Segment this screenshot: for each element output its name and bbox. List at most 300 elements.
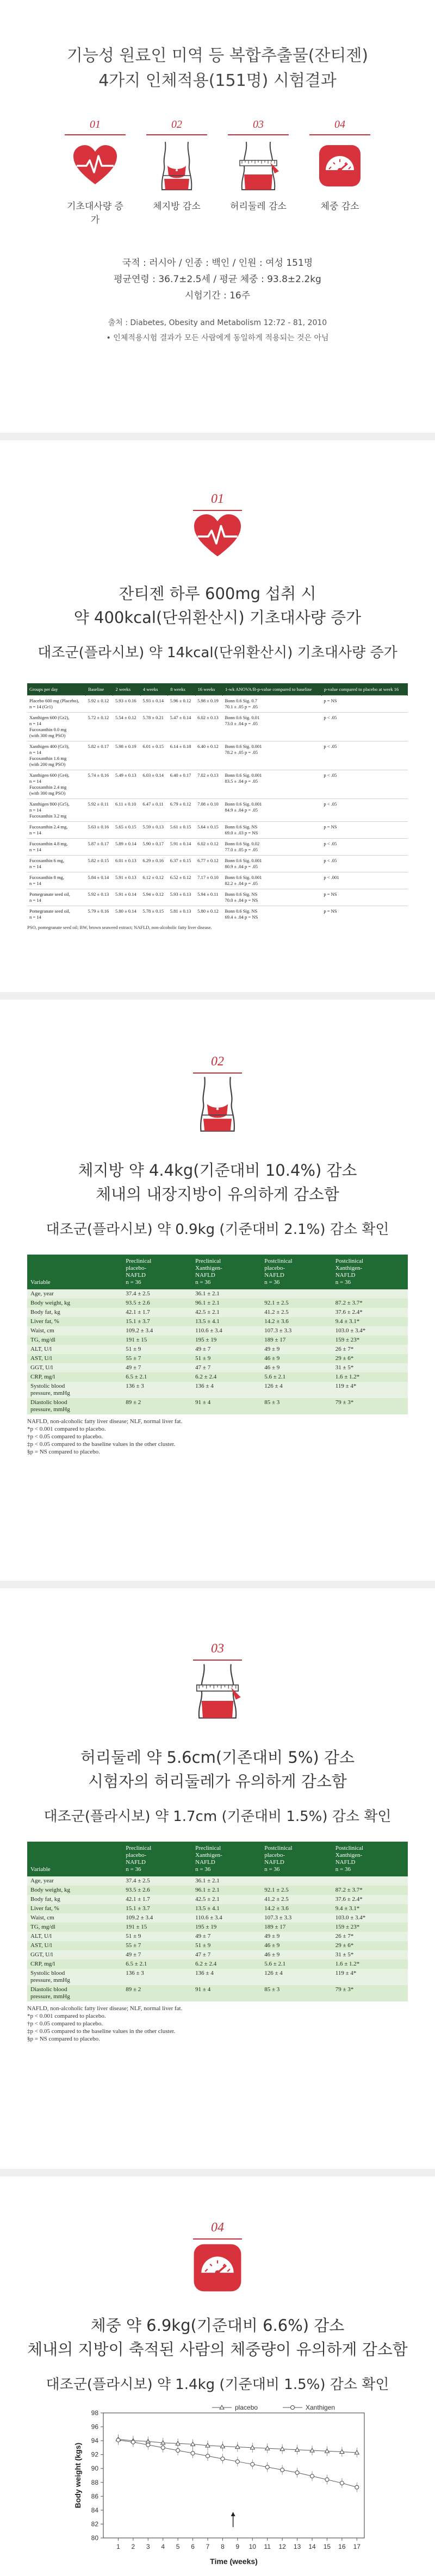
- table-cell: 5.80 ± 0.14: [113, 906, 140, 923]
- data-point-xanthigen: [146, 2443, 150, 2447]
- table-cell: 6.29 ± 0.16: [140, 856, 167, 872]
- section-waist: [0, 1642, 435, 2043]
- table-cell: 92.1 ± 2.5: [261, 1299, 332, 1308]
- table-cell: 5.84 ± 0.14: [86, 872, 113, 889]
- table-row: [27, 1886, 408, 1895]
- icon-rule: [65, 134, 126, 135]
- table-cell: Fucoxanthin 8 mg, n = 14: [27, 872, 86, 889]
- table-cell: 29 ± 6*: [332, 1354, 408, 1363]
- table-row: [27, 1969, 408, 1985]
- table-cell: 107.3 ± 3.3: [261, 1326, 332, 1336]
- table-cell: 189 ± 17: [261, 1923, 332, 1932]
- legend-label: Xanthigen: [306, 2404, 335, 2411]
- section-title: [0, 1745, 435, 1793]
- table-cell: 96.1 ± 2.1: [192, 1886, 261, 1895]
- table-cell: Bonn 0.6 Sig. 0.001 82.2 ± .04 p = .05: [223, 872, 322, 889]
- section-subtitle: 대조군(플라시보) 약 1.4kg (기준대비 1.5%) 감소 확인: [46, 2377, 389, 2393]
- table-row: [27, 1950, 408, 1960]
- table-cell: [332, 1876, 408, 1886]
- table-cell: 5.64 ± 0.15: [195, 822, 222, 839]
- section-divider: [0, 2169, 435, 2176]
- icon-label: 허리둘레 감소: [230, 201, 287, 212]
- table-cell: 126 ± 4: [261, 1969, 332, 1985]
- table-cell: 5.80 ± 0.12: [195, 906, 222, 923]
- table-cell: AST, U/l: [27, 1941, 122, 1950]
- x-tick-label: 9: [235, 2543, 240, 2550]
- table-cell: 26 ± 7*: [332, 1932, 408, 1941]
- table-header-cell: 2 weeks: [113, 683, 140, 696]
- table-row: [27, 1363, 408, 1373]
- table-cell: Xanthigen 600 (Gr2), n = 14 Fucoxanthin 0.0 mg (with 300 mg PSO): [27, 713, 86, 741]
- table-cell: Liver fat, %: [27, 1904, 122, 1913]
- table-cell: 87.2 ± 3.7*: [332, 1299, 408, 1308]
- icon-number: 01: [90, 118, 101, 130]
- legend-marker: [291, 2406, 295, 2410]
- x-tick-label: 5: [176, 2543, 180, 2550]
- table-cell: Bonn 0.6 Sig. 0.001 84.9 ± .04 p = .05: [223, 799, 322, 822]
- data-point-xanthigen: [206, 2454, 210, 2458]
- table-cell: 6.02 ± 0.13: [195, 713, 222, 741]
- table-cell: Pomegranate seed oil, n = 14: [27, 889, 86, 906]
- table-cell: Liver fat, %: [27, 1317, 122, 1326]
- table-header-cell: Preclinical Xanthigen- NAFLD n = 36: [192, 1842, 261, 1876]
- study-info: [0, 255, 435, 304]
- table-cell: 5.82 ± 0.15: [86, 856, 113, 872]
- table-cell: 93.5 ± 2.6: [122, 1299, 192, 1308]
- x-tick-label: 1: [116, 2543, 120, 2550]
- study-line-3: 시험기간 : 16주: [184, 290, 251, 301]
- table-cell: 5.91 ± 0.14: [113, 889, 140, 906]
- table-row: [27, 1336, 408, 1345]
- table-cell: 91 ± 4: [192, 1985, 261, 2001]
- table-cell: 109.2 ± 3.4: [122, 1326, 192, 1336]
- x-tick-label: 13: [293, 2543, 301, 2550]
- table-header-cell: Preclinical placebo- NAFLD n = 36: [122, 1255, 192, 1289]
- table-cell: 51 ± 9: [122, 1345, 192, 1354]
- table-cell: AST, U/l: [27, 1354, 122, 1363]
- table-cell: 6.03 ± 0.14: [140, 770, 167, 799]
- table-cell: 1.6 ± 1.2*: [332, 1960, 408, 1969]
- table-footnote: *p < 0.001 compared to placebo.: [27, 1426, 106, 1432]
- table-cell: p = NS: [321, 906, 407, 923]
- table-cell: 9.4 ± 3.1*: [332, 1317, 408, 1326]
- table-cell: 31 ± 5*: [332, 1950, 408, 1960]
- data-point-xanthigen: [235, 2460, 239, 2463]
- table-header-cell: Groups per day: [27, 683, 86, 696]
- table-cell: 15.1 ± 3.7: [122, 1904, 192, 1913]
- table-cell: 13.5 ± 4.1: [192, 1904, 261, 1913]
- table-cell: 13.5 ± 4.1: [192, 1317, 261, 1326]
- icon-item-4: [309, 118, 370, 226]
- table-footnote: *p < 0.001 compared to placebo.: [27, 2013, 106, 2019]
- table-footnote: §p = NS compared to placebo.: [27, 2036, 100, 2042]
- table-cell: 42.1 ± 1.7: [122, 1308, 192, 1317]
- table-cell: Fucoxanthin 2.4 mg, n = 14: [27, 822, 86, 839]
- table-cell: 110.6 ± 3.4: [192, 1913, 261, 1923]
- table-cell: Bonn 0.6 Sig. 0.02 77.0 ± .05 p = .05: [223, 839, 322, 856]
- icon-rule: [228, 134, 289, 135]
- table-cell: 5.54 ± 0.12: [113, 713, 140, 741]
- table-cell: [261, 1876, 332, 1886]
- table-cell: 15.1 ± 3.7: [122, 1317, 192, 1326]
- metabolism-table-wrap: [0, 683, 435, 930]
- table-cell: 5.87 ± 0.17: [86, 839, 113, 856]
- table-cell: 5.91 ± 0.14: [168, 839, 195, 856]
- table-cell: 5.94 ± 0.12: [140, 889, 167, 906]
- section-number: 01: [211, 492, 224, 506]
- table-cell: 49 ± 7: [192, 1345, 261, 1354]
- table-cell: 14.2 ± 3.6: [261, 1904, 332, 1913]
- section-title-line-1: 체지방 약 4.4kg(기준대비 10.4%) 감소: [78, 1161, 357, 1180]
- table-cell: 189 ± 17: [261, 1336, 332, 1345]
- table-cell: 31 ± 5*: [332, 1363, 408, 1373]
- table-cell: ALT, U/l: [27, 1345, 122, 1354]
- table-cell: p < .05: [321, 799, 407, 822]
- x-tick-label: 15: [323, 2543, 331, 2550]
- table-header-cell: 16 weeks: [195, 683, 222, 696]
- table-cell: 5.96 ± 0.12: [168, 696, 195, 713]
- table-row: [27, 741, 408, 770]
- table-header-cell: 4 weeks: [140, 683, 167, 696]
- table-cell: TG, mg/dl: [27, 1923, 122, 1932]
- table-cell: 136 ± 3: [122, 1382, 192, 1398]
- table-header-cell: Postclinical Xanthigen- NAFLD n = 36: [332, 1842, 408, 1876]
- section-body-fat: [0, 1055, 435, 1456]
- table-header-row: [27, 1842, 408, 1876]
- section-title: [0, 582, 435, 629]
- table-cell: 36.1 ± 2.1: [192, 1876, 261, 1886]
- data-point-xanthigen: [265, 2465, 269, 2469]
- table-footnote: †p < 0.05 compared to placebo.: [27, 2020, 103, 2027]
- table-row: [27, 1354, 408, 1363]
- table-header-cell: Baseline: [86, 683, 113, 696]
- heart-pulse-icon: [0, 513, 435, 560]
- legend-label: placebo: [235, 2404, 258, 2411]
- data-point-xanthigen: [325, 2478, 329, 2481]
- table-cell: Age, year: [27, 1876, 122, 1886]
- table-cell: Body fat, kg: [27, 1308, 122, 1317]
- table-cell: 5.92 ± 0.11: [86, 799, 113, 822]
- table-cell: 5.89 ± 0.14: [113, 839, 140, 856]
- table-cell: Systolic blood pressure, mmHg: [27, 1969, 122, 1985]
- table-cell: [332, 1289, 408, 1299]
- table-cell: 110.6 ± 3.4: [192, 1326, 261, 1336]
- table-cell: 7.02 ± 0.13: [195, 770, 222, 799]
- table-cell: 51 ± 9: [122, 1932, 192, 1941]
- table-cell: GGT, U/l: [27, 1950, 122, 1960]
- table-cell: 6.5 ± 2.1: [122, 1960, 192, 1969]
- table-cell: 46 ± 9: [261, 1941, 332, 1950]
- table-header-cell: Variable: [27, 1255, 122, 1289]
- table-cell: Waist, cm: [27, 1326, 122, 1336]
- table-header-cell: 8 weeks: [168, 683, 195, 696]
- section-divider: [0, 992, 435, 1000]
- table-cell: 89 ± 2: [122, 1985, 192, 2001]
- data-point-xanthigen: [355, 2485, 359, 2489]
- table-cell: 7.17 ± 0.10: [195, 872, 222, 889]
- table-cell: Placebo 600 mg (Placebo), n = 14 (Gr1): [27, 696, 86, 713]
- table-cell: p < .001: [321, 872, 407, 889]
- section-divider: [0, 433, 435, 440]
- table-cell: Diastolic blood pressure, mmHg: [27, 1985, 122, 2001]
- x-tick-label: 8: [221, 2543, 225, 2550]
- table-cell: 6.12 ± 0.12: [140, 872, 167, 889]
- table-cell: Bonn 0.6 Sig. NS 69.0 ± .03 p = NS: [223, 822, 322, 839]
- section-number: 03: [211, 1642, 224, 1656]
- x-tick-label: 10: [248, 2543, 256, 2550]
- table-cell: 47 ± 7: [192, 1950, 261, 1960]
- table-cell: 51 ± 9: [192, 1941, 261, 1950]
- table-row: [27, 713, 408, 741]
- table-cell: Pomegranate seed oil, n = 14: [27, 906, 86, 923]
- table-cell: 9.4 ± 3.1*: [332, 1904, 408, 1913]
- table-cell: 89 ± 2: [122, 1398, 192, 1414]
- table-cell: Body weight, kg: [27, 1886, 122, 1895]
- table-row: [27, 1923, 408, 1932]
- icon-rule: [309, 134, 370, 135]
- table-cell: 41.2 ± 2.5: [261, 1308, 332, 1317]
- table-cell: 6.47 ± 0.11: [140, 799, 167, 822]
- table-cell: 37.4 ± 2.5: [122, 1876, 192, 1886]
- table-cell: Body fat, kg: [27, 1895, 122, 1904]
- x-tick-label: 4: [161, 2543, 165, 2550]
- weight-chart-svg: [49, 2402, 386, 2576]
- table-cell: 6.77 ± 0.12: [195, 856, 222, 872]
- x-axis-label: Time (weeks): [210, 2557, 258, 2566]
- data-point-xanthigen: [116, 2438, 120, 2442]
- table-cell: 46 ± 9: [261, 1363, 332, 1373]
- table-row: [27, 1876, 408, 1886]
- table-cell: 51 ± 9: [192, 1354, 261, 1363]
- table-row: [27, 770, 408, 799]
- table-row: [27, 889, 408, 906]
- table-footnote: ‡p < 0.05 compared to the baseline values in the other cluster.: [27, 1441, 176, 1448]
- x-tick-label: 17: [353, 2543, 361, 2550]
- y-tick-label: 94: [91, 2437, 98, 2445]
- table-cell: p = NS: [321, 822, 407, 839]
- table-cell: 85 ± 3: [261, 1398, 332, 1414]
- table-cell: 6.2 ± 2.4: [192, 1960, 261, 1969]
- y-tick-label: 84: [91, 2506, 98, 2514]
- table-row: [27, 822, 408, 839]
- table-header-cell: Preclinical Xanthigen- NAFLD n = 36: [192, 1255, 261, 1289]
- section-title: [0, 2313, 435, 2361]
- section-number: 04: [211, 2221, 224, 2235]
- section-number: 02: [211, 1055, 224, 1069]
- data-point-xanthigen: [310, 2474, 314, 2478]
- data-point-xanthigen: [221, 2457, 225, 2461]
- icon-item-2: [146, 118, 207, 226]
- table-cell: Age, year: [27, 1289, 122, 1299]
- section-number-rule: [193, 510, 242, 511]
- table-header-row: [27, 683, 408, 696]
- table-row: [27, 1941, 408, 1950]
- table-cell: Bonn 0.6 Sig. 0.7 70.1 ± .05 p = .05: [223, 696, 322, 713]
- table-footnote: §p = NS compared to placebo.: [27, 1449, 100, 1455]
- table-cell: 5.6 ± 2.1: [261, 1373, 332, 1382]
- page-title: [0, 43, 435, 93]
- data-point-xanthigen: [176, 2449, 180, 2453]
- table-cell: 37.4 ± 2.5: [122, 1289, 192, 1299]
- x-tick-label: 11: [264, 2543, 271, 2550]
- table-cell: 49 ± 7: [192, 1932, 261, 1941]
- table-cell: 5.94 ± 0.11: [195, 889, 222, 906]
- table-footnote: NAFLD, non-alcoholic fatty liver disease; NLF, normal liver fat.: [27, 2005, 183, 2012]
- table-cell: Waist, cm: [27, 1913, 122, 1923]
- table-cell: 5.79 ± 0.16: [86, 906, 113, 923]
- y-tick-label: 98: [91, 2409, 98, 2417]
- study-line-1: 국적 : 러시아 / 인종 : 백인 / 인원 : 여성 151명: [122, 258, 313, 269]
- table-row: [27, 1289, 408, 1299]
- table-row: [27, 1317, 408, 1326]
- table-cell: 92.1 ± 2.5: [261, 1886, 332, 1895]
- table-cell: 6.37 ± 0.15: [168, 856, 195, 872]
- table-cell: 55 ± 7: [122, 1354, 192, 1363]
- table-cell: 6.52 ± 0.12: [168, 872, 195, 889]
- table-header-cell: p-value compared to placebo at week 16: [321, 683, 407, 696]
- section-basal-metabolism: [0, 492, 435, 930]
- icon-label: 기초대사량 증가: [67, 201, 123, 226]
- table-cell: 41.2 ± 2.5: [261, 1895, 332, 1904]
- table-cell: 26 ± 7*: [332, 1345, 408, 1354]
- data-point-xanthigen: [251, 2462, 254, 2466]
- table-cell: CRP, mg/l: [27, 1960, 122, 1969]
- table-row: [27, 856, 408, 872]
- y-tick-label: 80: [91, 2534, 98, 2542]
- table-header-cell: Postclinical placebo- NAFLD n = 36: [261, 1842, 332, 1876]
- table-cell: 47 ± 7: [192, 1363, 261, 1373]
- table-header-cell: 1-wk ANOVA/B-p-value compared to baseline: [223, 683, 322, 696]
- table-cell: 5.49 ± 0.13: [113, 770, 140, 799]
- table-cell: 5.78 ± 0.15: [140, 906, 167, 923]
- table-cell: 6.40 ± 0.17: [168, 770, 195, 799]
- table-cell: CRP, mg/l: [27, 1373, 122, 1382]
- table-cell: 55 ± 7: [122, 1941, 192, 1950]
- table-cell: 6.11 ± 0.10: [113, 799, 140, 822]
- table-row: [27, 696, 408, 713]
- table-cell: 1.6 ± 1.2*: [332, 1373, 408, 1382]
- table-row: [27, 1382, 408, 1398]
- icon-item-3: [228, 118, 289, 226]
- table-cell: 49 ± 9: [261, 1345, 332, 1354]
- y-tick-label: 88: [91, 2478, 98, 2486]
- table-cell: 5.47 ± 0.14: [168, 713, 195, 741]
- x-tick-label: 14: [308, 2543, 316, 2550]
- header-section: [0, 43, 435, 343]
- section-divider: [0, 1581, 435, 1588]
- section-subtitle: 대조군(플라시보) 약 0.9kg (기준대비 2.1%) 감소 확인: [46, 1221, 389, 1238]
- table-cell: Diastolic blood pressure, mmHg: [27, 1398, 122, 1414]
- section-number-rule: [193, 1660, 242, 1661]
- scale-icon: [0, 2242, 435, 2294]
- table-row: [27, 799, 408, 822]
- x-tick-label: 3: [146, 2543, 150, 2550]
- study-line-2: 평균연령 : 36.7±2.5세 / 평균 체중 : 93.8±2.2kg: [114, 274, 321, 285]
- nafld-table-wrap: [0, 1255, 435, 1456]
- table-cell: Systolic blood pressure, mmHg: [27, 1382, 122, 1398]
- title-line-2: 4가지 인체적용(151명) 시험결과: [98, 71, 337, 90]
- table-cell: 42.5 ± 2.1: [192, 1308, 261, 1317]
- icons-row: [0, 118, 435, 226]
- table-cell: 46 ± 9: [261, 1354, 332, 1363]
- table-cell: ALT, U/l: [27, 1932, 122, 1941]
- section-subtitle: 대조군(플라시보) 약 14kcal(단위환산시) 기초대사량 증가: [38, 645, 397, 661]
- table-row: [27, 1308, 408, 1317]
- icon-label: 체중 감소: [320, 201, 359, 212]
- waist-tape-icon: [0, 1663, 435, 1719]
- table-cell: 6.02 ± 0.12: [195, 839, 222, 856]
- table-cell: Bonn 0.6 Sig. 0.001 78.2 ± .05 p = .05: [223, 741, 322, 770]
- table-cell: 42.5 ± 2.1: [192, 1895, 261, 1904]
- y-tick-label: 90: [91, 2465, 98, 2473]
- icon-number: 04: [334, 118, 345, 130]
- scale-icon: [309, 141, 370, 191]
- table-cell: 6.01 ± 0.15: [140, 741, 167, 770]
- table-cell: Bonn 0.6 Sig. 0.001 83.5 ± .04 p = .05: [223, 770, 322, 799]
- table-cell: 5.61 ± 0.15: [168, 822, 195, 839]
- table-row: [27, 1373, 408, 1382]
- table-footnotes: [27, 1418, 408, 1456]
- metabolism-table: [27, 683, 408, 922]
- table-cell: 5.65 ± 0.15: [113, 822, 140, 839]
- table-row: [27, 1345, 408, 1354]
- table-cell: 6.01 ± 0.13: [113, 856, 140, 872]
- table-cell: p = NS: [321, 889, 407, 906]
- x-tick-label: 6: [191, 2543, 195, 2550]
- heart-pulse-icon: [65, 141, 126, 191]
- table-header-cell: Postclinical Xanthigen- NAFLD n = 36: [332, 1255, 408, 1289]
- table-cell: p = NS: [321, 696, 407, 713]
- table-cell: Xanthigen 400 (Gr3), n = 14 Fucoxanthin 1.6 mg (with 200 mg PSO): [27, 741, 86, 770]
- data-point-xanthigen: [131, 2440, 135, 2444]
- table-cell: Xanthigen 800 (Gr5), n = 14 Fucoxanthin 3.2 mg: [27, 799, 86, 822]
- table-cell: p < .05: [321, 856, 407, 872]
- table-row: [27, 1326, 408, 1336]
- section-title-line-1: 허리둘레 약 5.6cm(기존대비 5%) 감소: [80, 1748, 355, 1767]
- body-fat-icon: [0, 1076, 435, 1132]
- table-cell: 5.91 ± 0.13: [113, 872, 140, 889]
- table-header-cell: Preclinical placebo- NAFLD n = 36: [122, 1842, 192, 1876]
- table-cell: 93.5 ± 2.6: [122, 1886, 192, 1895]
- section-title: [0, 1158, 435, 1206]
- icon-number: 02: [171, 118, 182, 130]
- table-cell: 5.93 ± 0.13: [168, 889, 195, 906]
- x-tick-label: 16: [338, 2543, 346, 2550]
- table-cell: Fucoxanthin 4.8 mg, n = 14: [27, 839, 86, 856]
- table-cell: 119 ± 4*: [332, 1969, 408, 1985]
- table-cell: 191 ± 15: [122, 1923, 192, 1932]
- title-line-1: 기능성 원료인 미역 등 복합추출물(잔티젠): [66, 46, 369, 65]
- table-row: [27, 1960, 408, 1969]
- table-cell: 36.1 ± 2.1: [192, 1289, 261, 1299]
- table-cell: 5.74 ± 0.16: [86, 770, 113, 799]
- table-cell: 6.14 ± 0.18: [168, 741, 195, 770]
- table-cell: 6.5 ± 2.1: [122, 1373, 192, 1382]
- table-cell: 5.93 ± 0.14: [140, 696, 167, 713]
- study-note: • 인체적용시험 결과가 모든 사람에게 동일하게 적용되는 것은 아님: [106, 334, 329, 342]
- table-header-cell: Postclinical placebo- NAFLD n = 36: [261, 1255, 332, 1289]
- table-cell: 5.93 ± 0.16: [113, 696, 140, 713]
- section-number-rule: [193, 1072, 242, 1074]
- table-footnotes: [27, 2005, 408, 2043]
- table-cell: 5.59 ± 0.13: [140, 822, 167, 839]
- table-cell: Fucoxanthin 6 mg, n = 14: [27, 856, 86, 872]
- table-cell: 79 ± 3*: [332, 1398, 408, 1414]
- section-title-line-2: 체내의 지방이 축적된 사람의 체중량이 유의하게 감소함: [27, 2340, 408, 2359]
- table-row: [27, 1895, 408, 1904]
- table-cell: 49 ± 7: [122, 1363, 192, 1373]
- plot-frame: [103, 2413, 364, 2538]
